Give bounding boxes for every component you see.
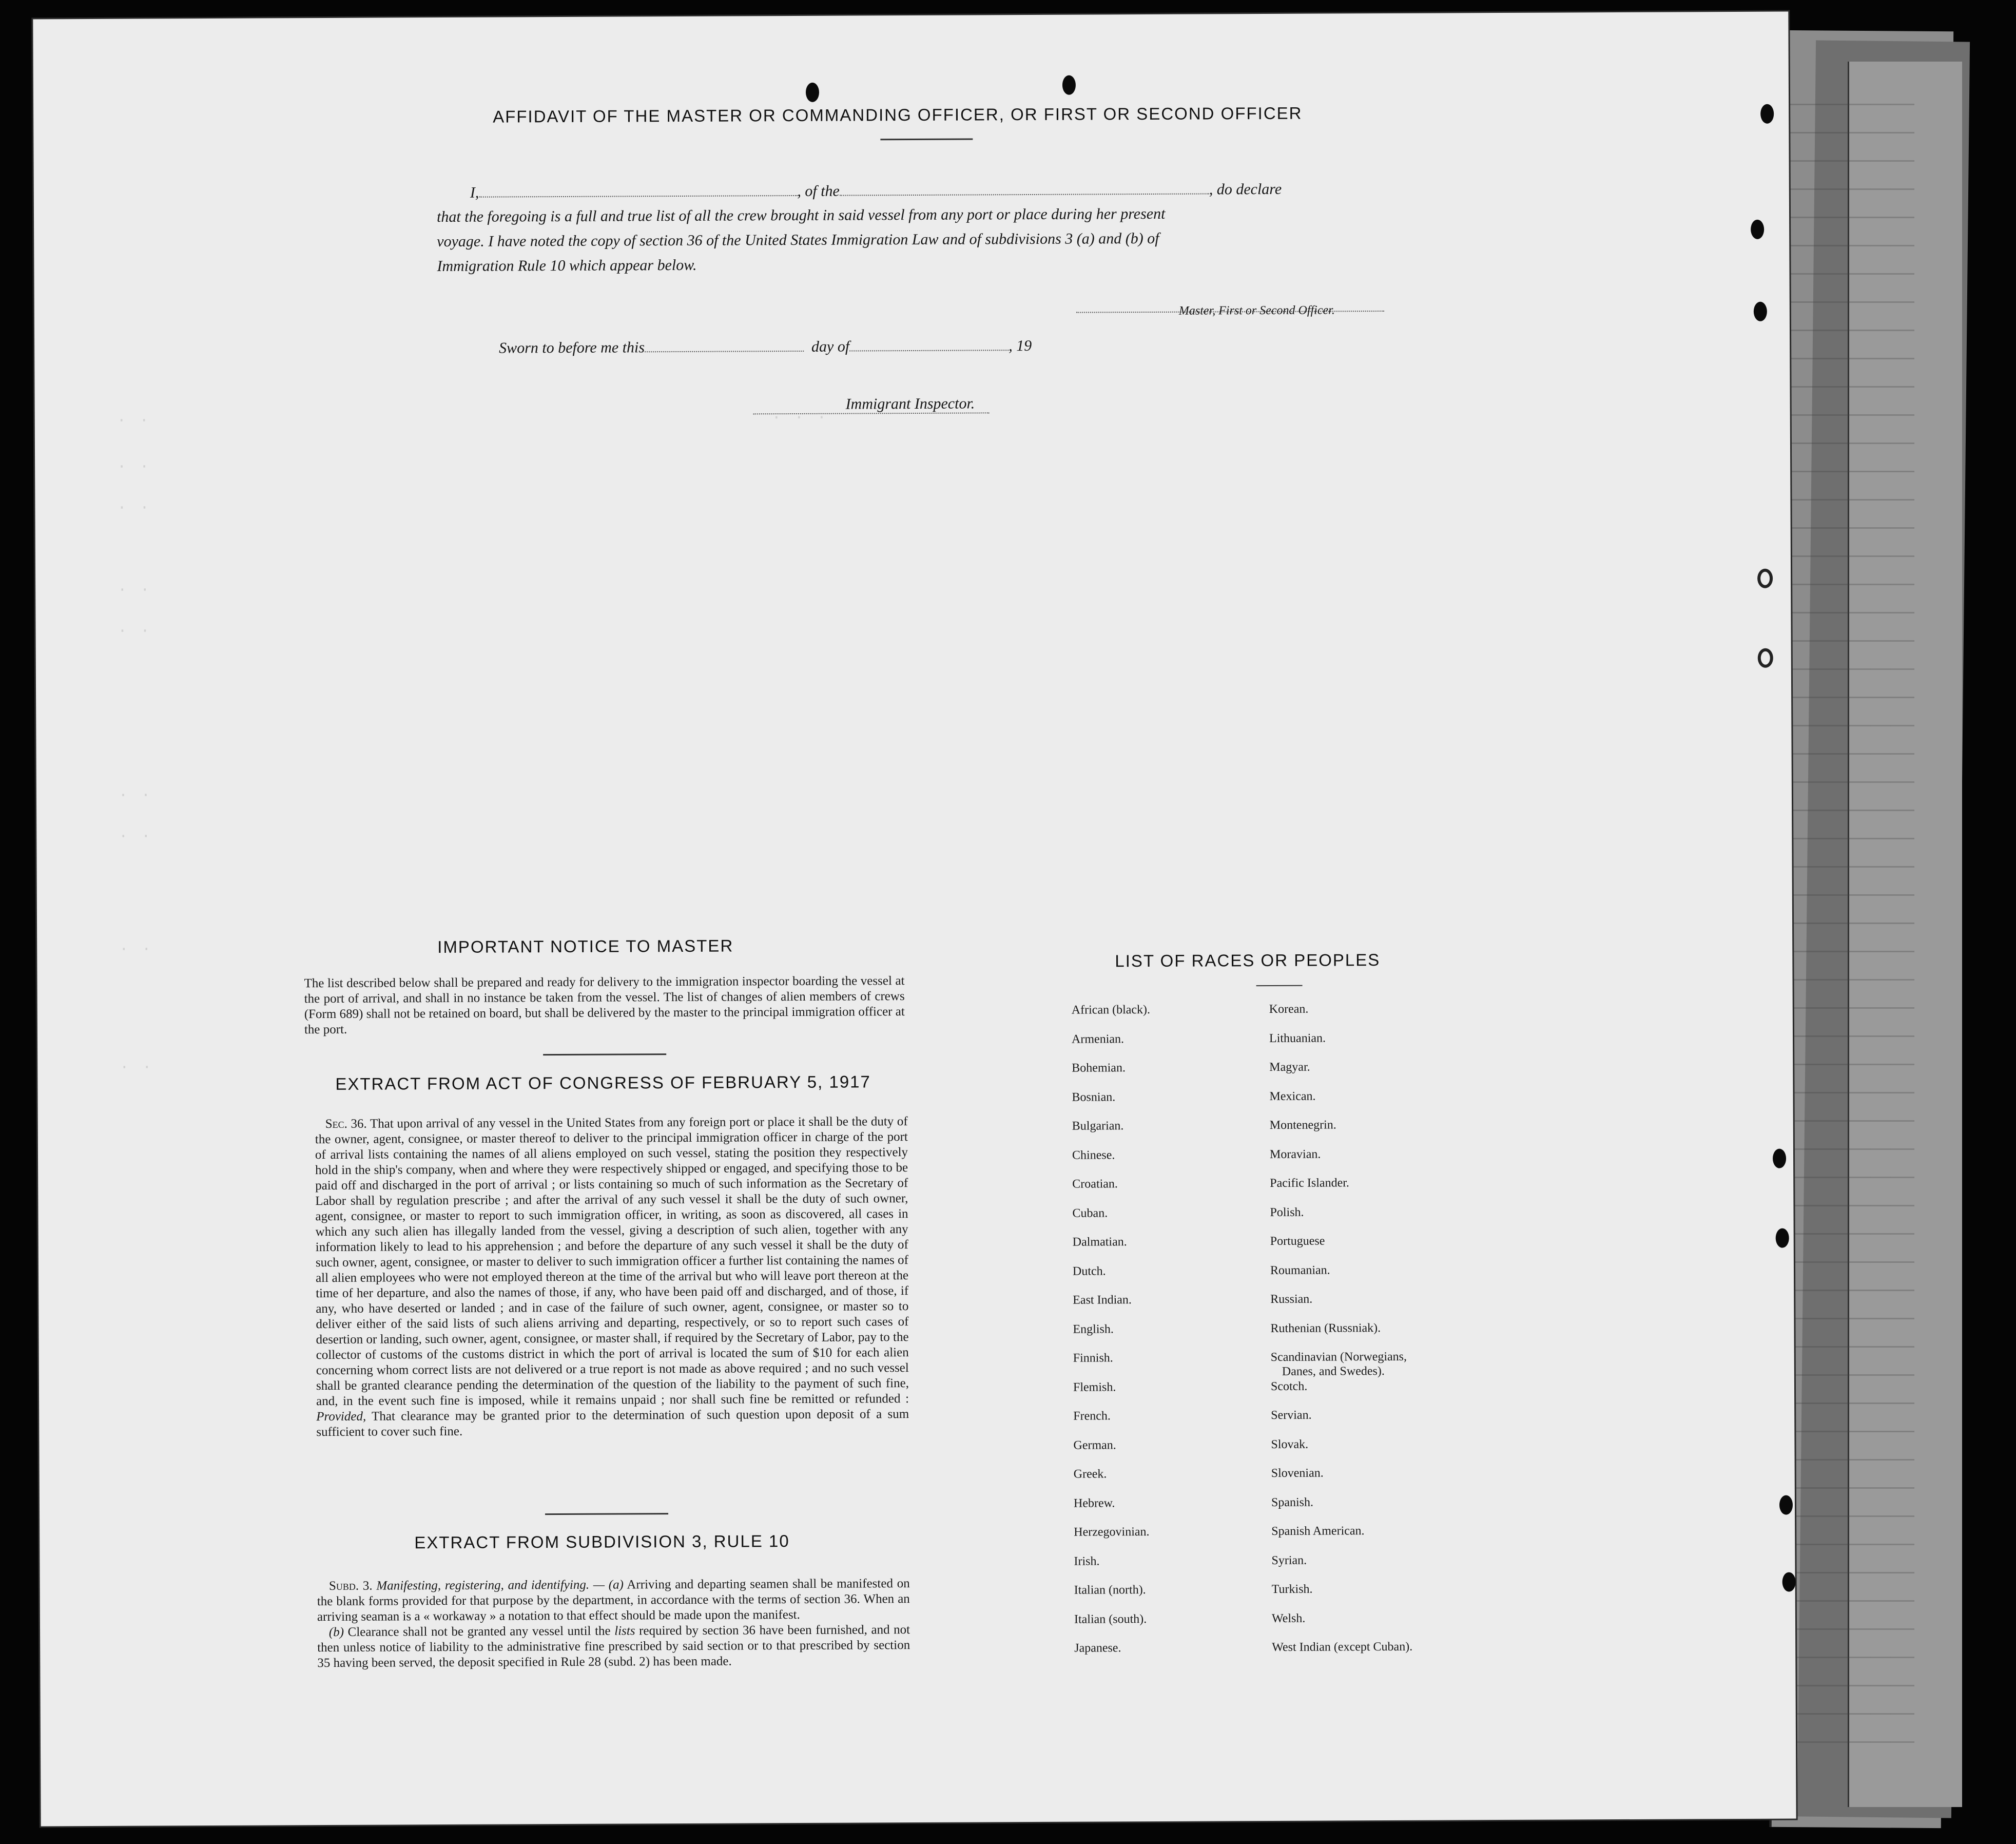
rule-text: Subd. 3. Manifesting, registering, and identifying. — (a) Arriving and departing seamen shall be manifested on the blank forms provided for that purpose by the department, in accordance with the terms of section 36. When an arriving seaman is a « workaway » a notation to that effect should be made upon the manifest. (b) Clearance shall not be granted any vessel until the lists required by section 36 have been furnished, and not then unless notice of liability to the administrative fine prescribed by said section or to that prescribed by section 35 having been served, the deposit specified in Rule 28 (subd. 2) has been made. [317,1577,910,1670]
race-item: Polish. [1270,1205,1304,1219]
affidavit-line-2: that the foregoing is a full and true list of all the crew brought in said vessel from any port or place during her present [436,205,1166,226]
act-text: Sec. 36. That upon arrival of any vessel in the United States from any foreign port or place it shall be the duty of the owner, agent, consignee, or master thereof to deliver to the principal immigration officer in charge of the port of arrival lists containing the names of all aliens employed on such vessel, stating the position they respectively hold in the ship's company, when and where they were respectively shipped or engaged, and specifying those to be paid off and discharged in the port of arrival ; or lists containing so much of such information as the Secretary of Labor shall by regulation prescribe ; and after the arrival of any such vessel it shall be the duty of such owner, agent, consignee, or master to report to such immigration officer, in writing, as soon as discovered, all cases in which any such alien has illegally landed from the vessel, giving a description of such alien, together with any information likely to lead to his apprehension ; and before the departure of any such vessel it shall be the duty of such owner, agent, consignee, or master to deliver to such immigration officer a further list containing the names of all alien employees who were not employed thereon at the time of the arrival but who will leave port thereon at the time of her departure, and also the names of those, if any, who have been paid off and discharged, and of those, if any, who have deserted or landed ; and in case of the failure of such owner, agent, consignee, or master so to deliver either of the said lists of such aliens arriving and departing, respectively, or so to report such cases of desertion or landing, such owner, agent, consignee, or master shall, if required by the Secretary of Labor, pay to the collector of customs of the customs district in which the port of arrival is located the sum of $10 for each alien concerning whom correct lists are not delivered or a true report is not made as above required ; and no such vessel shall be granted clearance pending the determination of the question of the liability to the payment of such fine, and, in the event such fine is imposed, while it remains unpaid ; nor shall such fine be remitted or refunded : Provided, That clearance may be granted prior to the determination of such question upon deposit of a sum sufficient to cover such fine. [315,1115,909,1439]
race-item: Italian (north). [1074,1583,1146,1597]
race-item: Bulgarian. [1072,1119,1124,1133]
punch-hole [1751,220,1764,239]
notice-title: IMPORTANT NOTICE TO MASTER [437,936,734,957]
race-item: Dutch. [1072,1264,1106,1278]
race-item: Bohemian. [1072,1061,1126,1075]
race-item: Chinese. [1072,1148,1115,1162]
race-item: German. [1073,1438,1116,1452]
race-item: French. [1073,1409,1111,1423]
race-item: Turkish. [1271,1582,1313,1596]
background-ledger-lines [1781,77,1914,1745]
race-item: Irish. [1074,1554,1100,1568]
inspector-label: Immigrant Inspector. [845,395,975,413]
race-item: Italian (south). [1074,1612,1147,1626]
title-rule [880,138,973,140]
race-item: Japanese. [1074,1641,1121,1655]
race-item: Servian. [1271,1408,1312,1422]
race-item: Korean. [1269,1002,1309,1016]
punch-hole [1773,1149,1786,1168]
race-item: Slovenian. [1271,1466,1324,1480]
section-rule [543,1053,666,1055]
race-item: Roumanian. [1270,1263,1330,1277]
race-item: Herzegovinian. [1074,1525,1150,1539]
punch-hole-ring [1757,569,1773,588]
notice-text: The list described below shall be prepared and ready for delivery to the immigration inspector boarding the vessel at the port of arrival, and shall in no instance be taken from the vessel. The list of changes of alien members of crews (Form 689) shall not be retained on board, but shall be delivered by the master to the principal immigration officer at the port. [304,974,905,1037]
race-item: Scandinavian (Norwegians, Danes, and Swedes). [1270,1350,1407,1378]
race-item: African (black). [1071,1003,1151,1017]
race-item: Moravian. [1269,1147,1321,1161]
races-title: LIST OF RACES OR PEOPLES [1115,950,1381,971]
race-item: Lithuanian. [1269,1031,1326,1045]
race-item: Hebrew. [1073,1496,1115,1510]
sworn-line: Sworn to before me this day of , 19 [499,337,1032,357]
race-item: East Indian. [1073,1293,1132,1307]
race-item: Armenian. [1071,1032,1125,1046]
race-item: Finnish. [1073,1351,1113,1365]
punch-hole [1062,75,1076,95]
race-item: Bosnian. [1072,1090,1116,1104]
race-item: Welsh. [1271,1611,1306,1625]
race-item: Scotch. [1270,1379,1308,1393]
races-column-2 [1269,1002,1413,1669]
act-title: EXTRACT FROM ACT OF CONGRESS OF FEBRUARY 5, 1917 [335,1072,871,1093]
race-item: Portuguese [1270,1234,1325,1248]
master-label: Master, First or Second Officer. [1178,303,1335,318]
affidavit-line-4: Immigration Rule 10 which appear below. [437,256,697,275]
punch-hole [1779,1495,1793,1515]
race-item: Mexican. [1269,1089,1316,1103]
punch-hole [1754,302,1767,321]
punch-hole [1782,1572,1796,1592]
race-item: English. [1073,1322,1114,1336]
affidavit-line-1: I, , of the , do declare [470,180,1282,201]
punch-hole-ring [1758,648,1773,668]
race-item: Slovak. [1271,1437,1309,1451]
races-column-1 [1072,1003,1153,1670]
rule-title: EXTRACT FROM SUBDIVISION 3, RULE 10 [414,1531,790,1552]
manifest-page: . . . . . . . . . . . . . . . . . . . . . AFFIDAVIT OF THE MASTER OR COMMANDING OFFICER, OR FIRST OR SECOND OFFICER I, , of the , do declare that the foregoing is a full and true list of all the crew brought in said vessel from any port or place during her present voyage. I have noted the copy of section 36 of the United States Immigration Law and of subdivisions 3 (a) and (b) of Immigration Rule 10 which appear below. Master, First or Second Officer. Sworn to before me this day of , 19 Immigrant Inspector. IMPORTANT NOTICE TO MASTER The list described below shall be prepared and ready for delivery to the immigration inspector boarding the vessel at the port of arrival, and shall in no instance be taken from the vessel. The list of changes of alien members of crews (Form 689) shall not be retained on board, but shall be delivered by the master to the principal immigration officer at the port. EXTRACT FROM ACT OF CONGRESS OF FEBRUARY 5, 1917 Sec. 36. That upon arrival of any vessel in the United States from any foreign port or place it shall be the duty of the owner, agent, consignee, or master thereof to deliver to the principal immigration officer in charge of the port of arrival lists containing the names of all aliens employed on such vessel, stating the position they respectively hold in the ship's company, when and where they were respectively shipped or engaged, and specifying those to be paid off and discharged in the port of arrival ; or lists containing so much of such information as the Secretary of Labor shall by regulation prescribe ; and after the arrival of any such vessel it shall be the duty of such owner, agent, consignee, or master to report to such immigration officer, in writing, as soon as discovered, all cases in which any such alien has illegally landed from the vessel, giving a description of such alien, together with any information likely to lead to his apprehension ; and before the departure of any such vessel it shall be the duty of such owner, agent, consignee, or master to deliver to such immigration officer a further list containing the names of all alien employees who were not employed thereon at the time of the arrival but who will leave port thereon at the time of her departure, and also the names of those, if any, who have been paid off and discharged, and of those, if any, who have deserted or landed ; and in case of the failure of such owner, agent, consignee, or master so to deliver either of the said lists of such aliens arriving and departing, respectively, or so to report such cases of desertion or landing, such owner, agent, consignee, or master shall, if required by the Secretary of Labor, pay to the collector of customs of the customs district in which the port of arrival is located the sum of $10 for each alien concerning whom correct lists are not delivered or a true report is not made as above required ; and no such vessel shall be granted clearance pending the determination of the question of the liability to the payment of such fine, and, in the event such fine is imposed, while it remains unpaid ; nor shall such fine be remitted or refunded : Provided, That clearance may be granted prior to the determination of such question upon deposit of a sum sufficient to cover such fine. EXTRACT FROM SUBDIVISION 3, RULE 10 Subd. 3. Manifesting, registering, and identifying. — (a) Arriving and departing seamen shall be manifested on the blank forms provided for that purpose by the department, in accordance with the terms of section 36. When an arriving seaman is a « workaway » a notation to that effect should be made upon the manifest. (b) Clearance shall not be granted any vessel until the lists required by section 36 have been furnished, and not then unless notice of liability to the administrative fine prescribed by said section or to that prescribed by section 35 having been served, the deposit specified in Rule 28 (subd. 2) has been made. LIST OF RACES OR PEOPLES African (black). Armenian. Bohemian. Bosnian. Bulgarian. Chinese. Croatian. Cuban. Dalmatian. Dutch. East Indian. English. Finnish. Flemish. French. German. Greek. Hebrew. Herzegovinian. Irish. Italian (north). Italian (south). Japanese. Korean. Lithuanian. Magyar. Mexican. Montenegrin. Moravian. Pacific Islander. Polish. Portuguese Roumanian. Russian. Ruthenian (Russniak). Scandinavian (Norwegians, Danes, and Swedes). Scotch. Servian. Slovak. Slovenian. Spanish. Spanish American. Syrian. Turkish. Welsh. West Indian (except Cuban). [33,12,1796,1827]
punch-hole [1776,1228,1789,1248]
race-item: Greek. [1073,1467,1107,1481]
race-item: Ruthenian (Russniak). [1270,1321,1381,1335]
races-rule [1256,985,1303,986]
affidavit-title: AFFIDAVIT OF THE MASTER OR COMMANDING OFFICER, OR FIRST OR SECOND OFFICER [493,103,1303,126]
race-item: Magyar. [1269,1060,1310,1074]
punch-hole [806,83,819,102]
race-item: Pacific Islander. [1270,1176,1349,1190]
race-item: Flemish. [1073,1380,1116,1394]
section-rule [545,1513,668,1515]
race-item: Spanish American. [1271,1524,1365,1538]
race-item: Montenegrin. [1269,1118,1336,1132]
race-item: Dalmatian. [1072,1235,1127,1249]
race-item: West Indian (except Cuban). [1272,1640,1413,1654]
race-item: Syrian. [1271,1553,1307,1567]
punch-hole [1760,104,1774,124]
race-item: Russian. [1270,1292,1313,1306]
affidavit-line-3: voyage. I have noted the copy of section 36 of the United States Immigration Law and of subdivisions 3 (a) and (b) of [437,229,1159,251]
race-item: Cuban. [1072,1206,1108,1220]
race-item: Spanish. [1271,1495,1314,1509]
race-item: Croatian. [1072,1177,1118,1191]
